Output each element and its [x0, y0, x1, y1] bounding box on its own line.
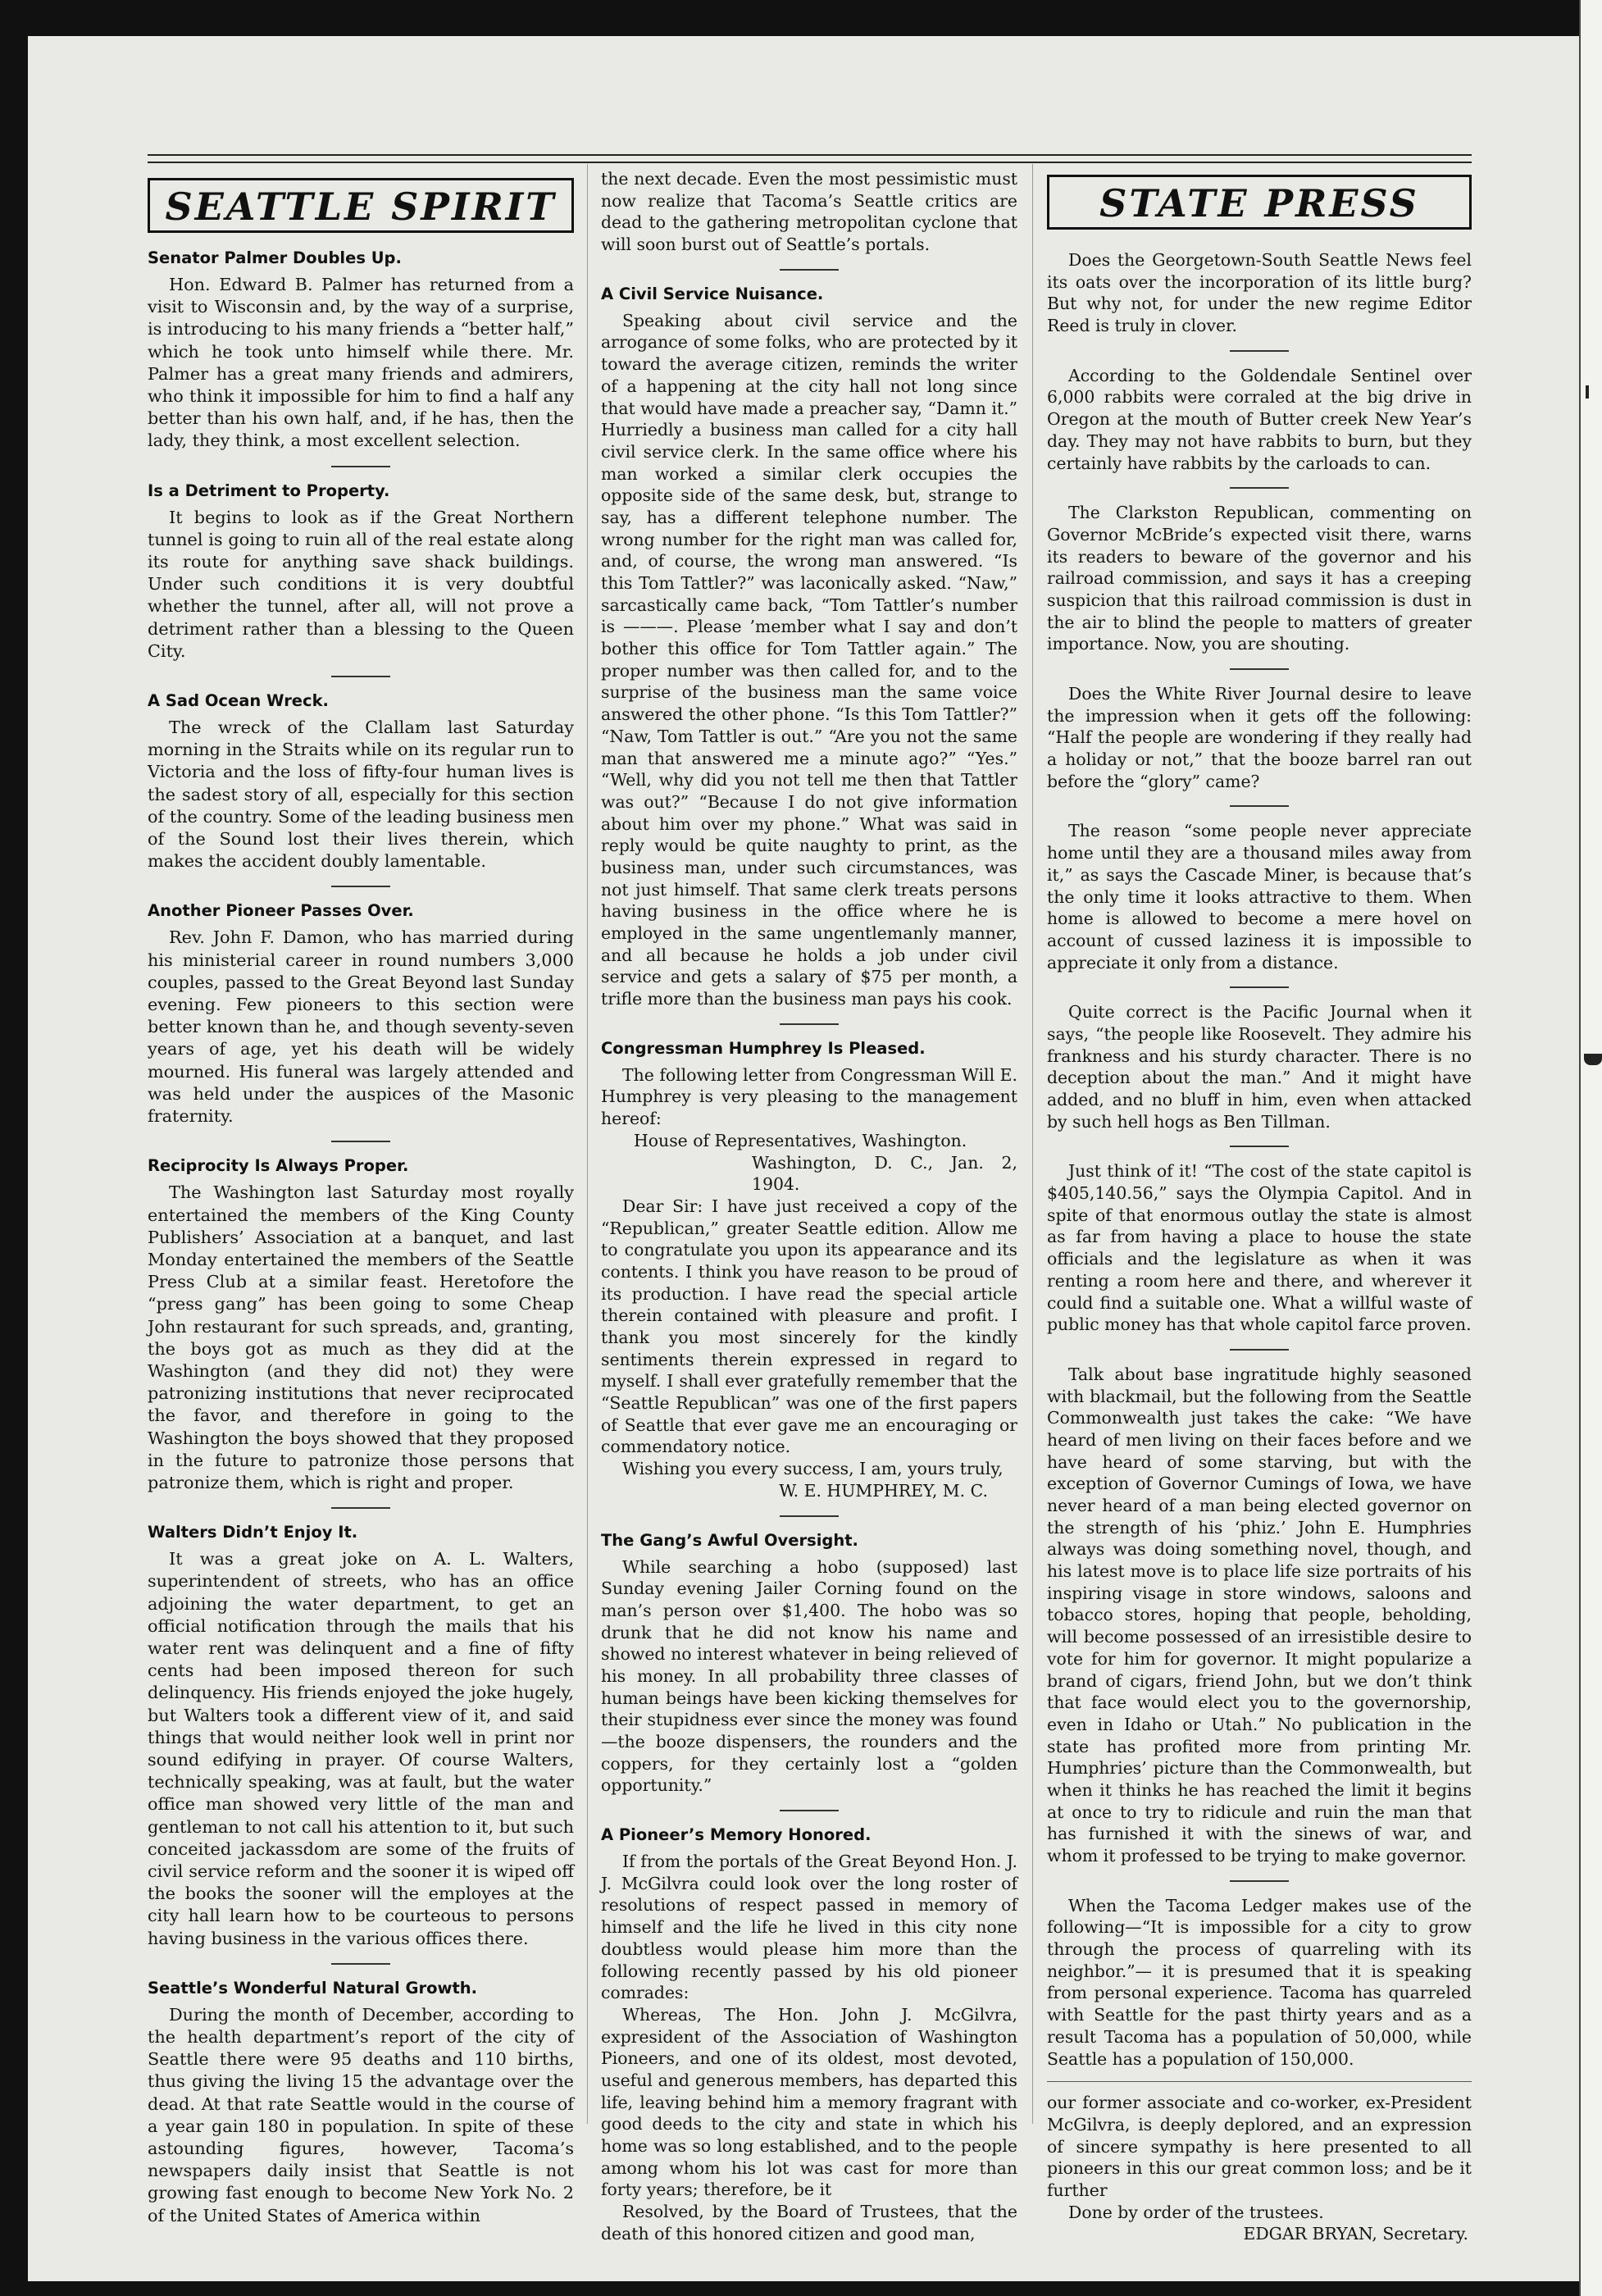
separator-rule [780, 269, 839, 271]
article-body: Rev. John F. Damon, who has married during his ministerial career in round numbers 3,000 couples, passed to the Great Beyond last Sunday evening. Few pioneers to this section were better known than he, and though seventy-seven years of age, yet his death will be widely mourned. His funeral was largely attended and was held under the auspices of the Masonic fraternity. [148, 927, 574, 1127]
article-headline: Is a Detriment to Property. [148, 481, 390, 500]
column-state-press [1047, 168, 1472, 2245]
press-item: Talk about base ingratitude highly seasoned with blackmail, but the following from the Seattle Commonwealth just takes the cake: “We have heard of men living on their faces before and we have heard of some starving, but with the exception of Governor Cumings of Iowa, we have never heard of a man being elected governor on the strength of his ‘phiz.’ John E. Humphries always was doing something novel, though, and his latest move is to place life size portraits of his inspiring visage in store windows, saloons and tobacco stores, hoping that people, beholding, will become possessed of an irresistible desire to vote for him for governor. It might popularize a brand of cigars, friend John, but we don’t think that face would elect you to the governorship, even in Idaho or Utah.” No publication in the state has profited more from printing Mr. Humphries’ picture than the Commonwealth, but when it thinks he has reached the limit it begins at once to try to ridicule and ruin the man that has furnished it with the sinews of war, and whom it professed to be trying to make governor. [1047, 1364, 1472, 1866]
column-seattle-spirit [148, 168, 574, 2227]
press-item: Does the White River Journal desire to leave the impression when it gets off the following: “Half the people are wondering if they really had a holiday or not,” that the booze barrel ran out before the “glory” came? [1047, 684, 1472, 791]
separator-rule [780, 1810, 839, 1811]
article-headline: The Gang’s Awful Oversight. [601, 1530, 858, 1550]
separator-rule [1230, 668, 1289, 670]
margin-mark [1586, 385, 1589, 399]
press-item: According to the Goldendale Sentinel over 6,000 rabbits were corraled at the big drive in Oregon at the mouth of Butter creek New Year’s day. They may not have rabbits to burn, but they certainly have rabbits by the carloads to can. [1047, 365, 1472, 473]
article-headline: A Civil Service Nuisance. [601, 284, 824, 303]
separator-rule [1230, 350, 1289, 352]
press-item: Just think of it! “The cost of the state capitol is $405,140.56,” says the Olympia Capitol. And in spite of that enormous outlay the state is almost as far from having a place to house the state officials and the legislature as when it was renting a room here and there, and wherever it could find a suitable one. What a willful waste of public money has that whole capitol farce proven. [1047, 1161, 1472, 1335]
letter-address: House of Representatives, Washington. [634, 1130, 967, 1150]
article-headline: Seattle’s Wonderful Natural Growth. [148, 1978, 478, 1998]
article-body: The wreck of the Clallam last Saturday morning in the Straits while on its regular run to Victoria and the loss of fifty-four human lives is the sadest story of all, especially for this section of the country. Some of the leading business men of the Sound lost their lives therein, which makes the accident doubly lamentable. [148, 718, 574, 872]
separator-rule [331, 1963, 390, 1965]
separator-rule [1230, 1349, 1289, 1351]
separator-rule [1230, 1146, 1289, 1147]
press-item: The Clarkston Republican, commenting on Governor McBride’s expected visit there, warns its readers to beware of the governor and his railroad commission, and says it has a creeping suspicion that this railroad commission is dust in the air to blind the people to matters of greater importance. Now, you are shouting. [1047, 503, 1472, 654]
article-body: If from the portals of the Great Beyond Hon. J. J. McGilvra could look over the long roster of resolutions of respect passed in memory of himself and the life he lived in this city none doubtless would please him more than the following recently passed by his old pioneer comrades: [601, 1852, 1017, 2003]
separator-rule [331, 886, 390, 887]
article-body: Speaking about civil service and the arrogance of some folks, who are protected by it toward the average citizen, reminds the writer of a happening at the city hall not long since that would have made a preacher say, “Damn it.” Hurriedly a business man called for a city hall civil service clerk. In the same office where his man worked a similar clerk occupies the opposite side of the same desk, but, strange to say, has a different telephone number. The wrong number for the right man was called for, and, of course, the wrong man answered. “Is this Tom Tattler?” was laconically asked. “Naw,” sarcastically came back, “Tom Tattler’s number is ———. Please ’member what I say and don’t bother this office for Tom Tattler again.” The proper number was then called for, and to the surprise of the business man the same voice answered the other phone. “Is this Tom Tattler?” “Naw, Tom Tattler is out.” “Are you not the same man that answered me a minute ago?” “Yes.” “Well, why did you not tell me then that Tattler was out?” “Because I do not give information about him over my phone.” What was said in reply would be quite naughty to print, as the business man, under such circumstances, was not just himself. That same clerk treats persons having business in the office where he is employed in the same ungentlemanly manner, and all because he holds a job under civil service and gets a salary of $75 per month, a trifle more than the business man pays his cook. [601, 310, 1017, 1009]
article-body: The following letter from Congressman Will E. Humphrey is very pleasing to the management hereof: [601, 1064, 1017, 1129]
section-masthead: STATE PRESS [1047, 175, 1472, 230]
article-body: While searching a hobo (supposed) last Sunday evening Jailer Corning found on the man’s person over $1,400. The hobo was so drunk that he did not know his name and showed no interest whatever in being relieved of his money. In all probability three classes of human beings have been kicking themselves for their stupidness ever since the money was found—the booze dispensers, the rounders and the coppers, for they certainly lost a “golden opportunity.” [601, 1556, 1017, 1796]
press-item: The reason “some people never appreciate home until they are a thousand miles away from it,” as says the Cascade Miner, is because that’s the only time it looks attractive to them. When home is allowed to become a mere hovel on account of cussed laziness it is impossible to appreciate it only from a distance. [1047, 821, 1472, 973]
letter-closing: Wishing you every success, I am, yours truly, [622, 1459, 1004, 1479]
article-headline: Another Pioneer Passes Over. [148, 901, 414, 921]
adjacent-page-edge [1579, 0, 1602, 2296]
secretary-signature: EDGAR BRYAN, Secretary. [1243, 2224, 1468, 2244]
section-divider [1047, 2081, 1472, 2082]
article-headline: Reciprocity Is Always Proper. [148, 1156, 409, 1176]
separator-rule [1230, 487, 1289, 489]
article-body: Hon. Edward B. Palmer has returned from a visit to Wisconsin and, by the way of a surprise, is introducing to his many friends a “better half,” which he took unto himself while there. Mr. Palmer has a great many friends and admirers, who think it impossible for him to find a half any better than his own half, and, if he has, then the lady, they think, a most excellent selection. [148, 275, 574, 451]
article-body: Resolved, by the Board of Trustees, that the death of this honored citizen and good man, [601, 2202, 1017, 2244]
separator-rule [1230, 1880, 1289, 1882]
separator-rule [331, 676, 390, 677]
separator-rule [331, 1507, 390, 1509]
top-double-rule [148, 154, 1472, 163]
article-headline: A Pioneer’s Memory Honored. [601, 1825, 872, 1845]
article-headline: Senator Palmer Doubles Up. [148, 248, 402, 267]
press-item: Does the Georgetown-South Seattle News feel its oats over the incorporation of its little burg? But why not, for under the new regime Editor Reed is truly in clover. [1047, 250, 1472, 336]
section-masthead: SEATTLE SPIRIT [148, 178, 574, 233]
press-item: When the Tacoma Ledger makes use of the following—“It is impossible for a city to grow through the process of quarreling with its neighbor.”— it is presumed that it is speaking from personal experience. Tacoma has quarreled with Seattle for the past thirty years and as a result Tacoma has a population of 50,000, while Seattle has a population of 150,000. [1047, 1895, 1472, 2069]
column-middle [601, 168, 1017, 2244]
separator-rule [331, 1141, 390, 1142]
separator-rule [1230, 986, 1289, 988]
article-headline: A Sad Ocean Wreck. [148, 691, 329, 711]
separator-rule [331, 466, 390, 467]
article-body: It begins to look as if the Great Northern tunnel is going to ruin all of the real estate along its route for anything save shack buildings. Under such conditions it is very doubtful whether the tunnel, after all, will not prove a detriment rather than a blessing to the Queen City. [148, 507, 574, 661]
article-headline: Congressman Humphrey Is Pleased. [601, 1038, 926, 1058]
article-body: Whereas, The Hon. John J. McGilvra, expresident of the Association of Washington Pioneers, and one of its oldest, most devoted, useful and generous members, has departed this life, leaving behind him a memory fragrant with good deeds to the city and state in which his home was so long established, and to the people among whom his lot was cast for more than forty years; therefore, be it [601, 2004, 1017, 2200]
separator-rule [780, 1023, 839, 1025]
letter-body: Dear Sir: I have just received a copy of the “Republican,” greater Seattle edition. Allow me to congratulate you upon its appearance and its contents. I think you have reason to be proud of its production. I have read the special article therein contained with pleasure and profit. I thank you most sincerely for the kindly sentiments therein expressed in regard to myself. I shall ever gratefully remember that the “Seattle Republican” was one of the first papers of Seattle that ever gave me an encouraging or commendatory notice. [601, 1196, 1017, 1457]
article-body: The Washington last Saturday most royally entertained the members of the King County Publishers’ Association at a banquet, and last Monday entertained the members of the Seattle Press Club at a similar feast. Heretofore the “press gang” has been going to some Cheap John restaurant for such spreads, and, granting, the boys got as much as they did at the Washington (and they did not) they were patronizing institutions that never reciprocated the favor, and therefore in going to the Washington the boys showed that they proposed in the future to patronize those persons that patronize them, which is right and proper. [148, 1182, 574, 1492]
separator-rule [1230, 805, 1289, 807]
separator-rule [780, 1515, 839, 1517]
article-continuation: the next decade. Even the most pessimistic must now realize that Tacoma’s Seattle critics are dead to the gathering metropolitan cyclone that will soon burst out of Seattle’s portals. [601, 169, 1017, 255]
resolution-done-by: Done by order of the trustees. [1068, 2202, 1324, 2222]
press-item: Quite correct is the Pacific Journal when it says, “the people like Roosevelt. They admire his frankness and his sturdy character. There is no deception about the man.” And it might have added, and no bluff in him, even when attacked by such hell hogs as Ben Tillman. [1047, 1002, 1472, 1132]
letter-date: Washington, D. C., Jan. 2, 1904. [752, 1152, 1017, 1195]
column-rule [1032, 164, 1033, 2124]
article-headline: Walters Didn’t Enjoy It. [148, 1523, 358, 1542]
margin-mark [1584, 1054, 1602, 1065]
article-body: It was a great joke on A. L. Walters, superintendent of streets, who has an office adjoining the water department, to get an official notification through the mails that his water rent was delinquent and a fine of fifty cents had been imposed thereon for such delinquency. His friends enjoyed the joke hugely, but Walters took a different view of it, and said things that would neither look well in print nor sound edifying in prayer. Of course Walters, technically speaking, was at fault, but the water office man showed very little of the man and gentleman to not call his attention to it, but such conceited jackassdom are some of the fruits of civil service reform and the sooner it is wiped off the books the sooner will the employes at the city hall learn how to be courteous to persons having business in the various offices there. [148, 1549, 574, 1948]
resolution-continued: our former associate and co-worker, ex-President McGilvra, is deeply deplored, and an expression of sincere sympathy is here presented to all pioneers in this our great common loss; and be it further [1047, 2093, 1472, 2200]
article-body: During the month of December, according to the health department’s report of the city of Seattle there were 95 deaths and 110 births, thus giving the living 15 the advantage over the dead. At that rate Seattle would in the course of a year gain 180 in population. In spite of these astounding figures, however, Tacoma’s newspapers daily insist that Seattle is not growing fast enough to become New York No. 2 of the United States of America within [148, 2004, 574, 2225]
column-rule [587, 164, 588, 2124]
letter-signature: W. E. HUMPHREY, M. C. [779, 1480, 988, 1501]
